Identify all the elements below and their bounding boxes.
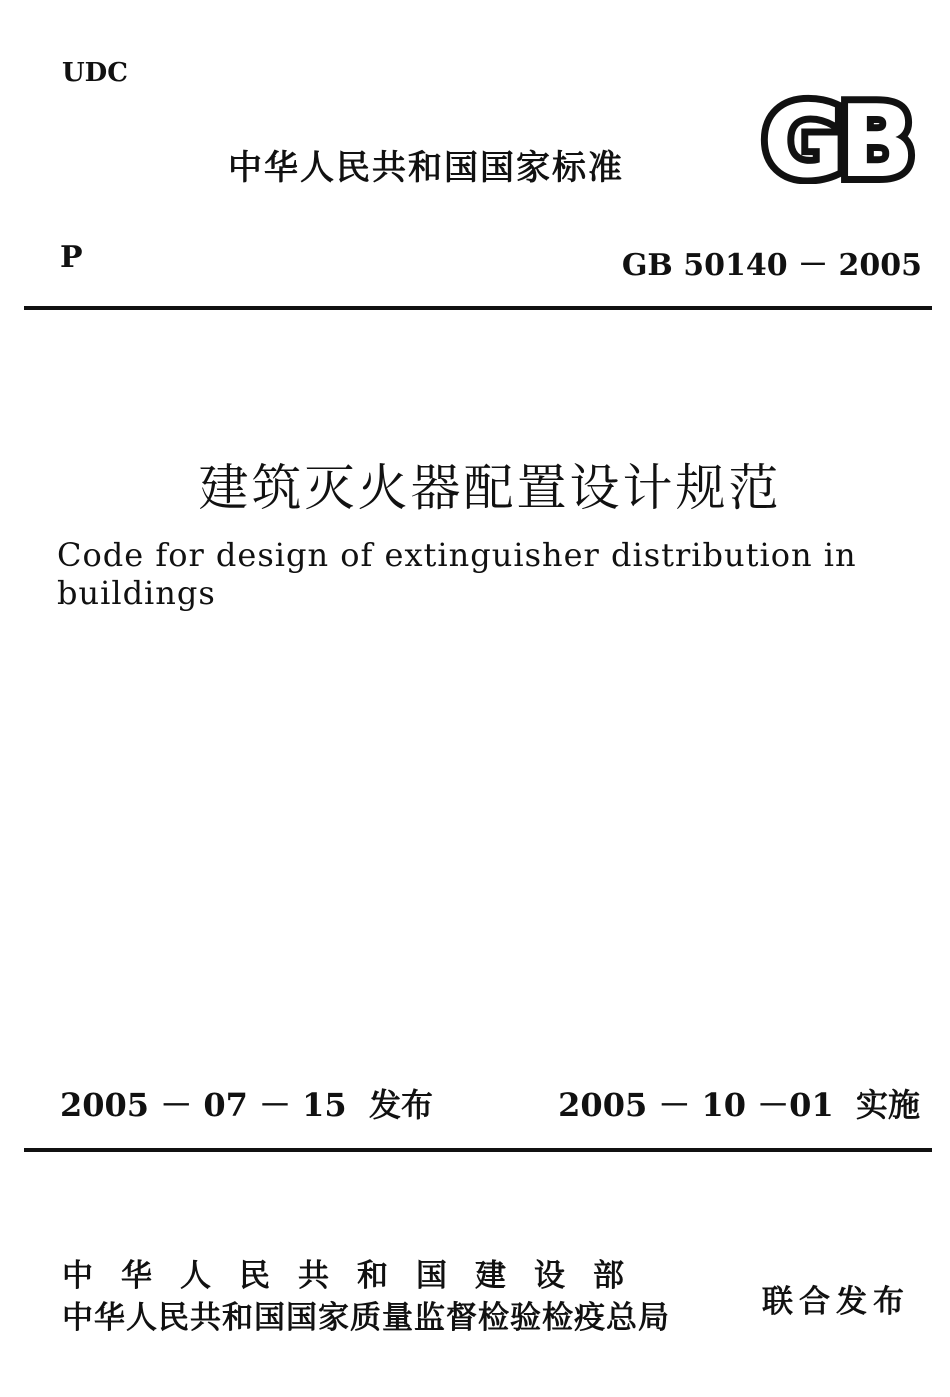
gb-logo bbox=[748, 92, 924, 184]
effective-date: 2005 － 10 －01 实施 bbox=[558, 1086, 920, 1124]
publisher-ministry: 中华人民共和国建设部 bbox=[62, 1258, 652, 1294]
top-divider bbox=[24, 306, 932, 310]
gb-logo-text: GB bbox=[762, 92, 910, 184]
bottom-divider bbox=[24, 1148, 932, 1152]
issue-date: 2005 － 07 － 15 发布 bbox=[60, 1086, 433, 1124]
standard-number: GB 50140 － 2005 bbox=[621, 248, 922, 283]
title-chinese: 建筑灭火器配置设计规范 bbox=[198, 459, 782, 517]
udc-label: UDC bbox=[62, 58, 128, 88]
title-english: Code for design of extinguisher distribution in buildings bbox=[57, 536, 857, 612]
national-standard-heading: 中华人民共和国国家标准 bbox=[228, 148, 624, 188]
publisher-aqsiq: 中华人民共和国国家质量监督检验检疫总局 bbox=[62, 1300, 670, 1336]
joint-publish-label: 联合发布 bbox=[762, 1284, 910, 1320]
category-code: P bbox=[60, 240, 83, 275]
